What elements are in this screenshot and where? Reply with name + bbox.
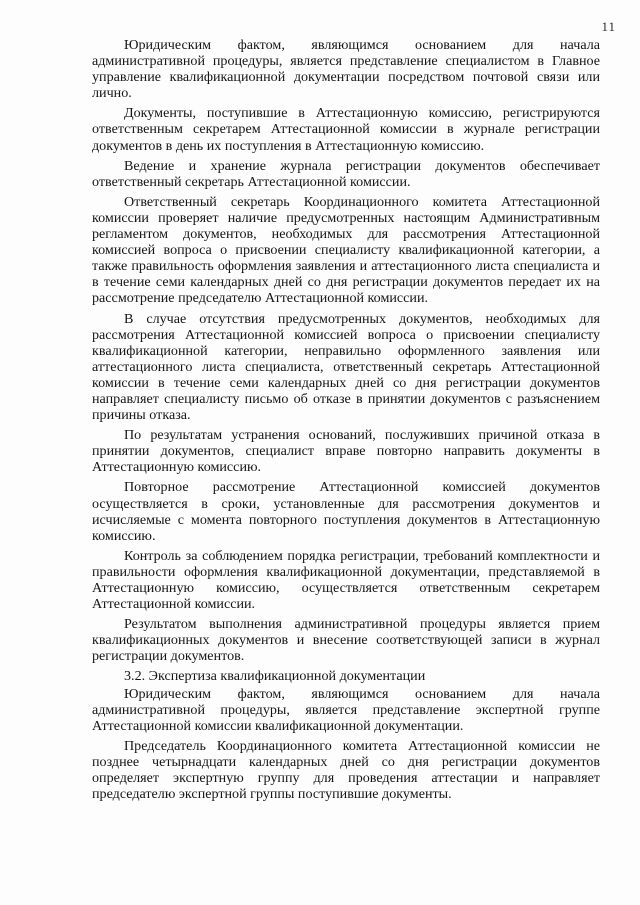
paragraph-9: Результатом выполнения административной процедуры является прием квалификационных документов и внесение соответствующей записи в журнал регистрации документов.	[92, 616, 600, 665]
page-number: 11	[601, 19, 616, 34]
paragraph-3: Ведение и хранение журнала регистрации документов обеспечивает ответственный секретарь Аттестационной комиссии.	[92, 157, 600, 190]
section-paragraph-2: Председатель Координационного комитета Аттестационной комиссии не позднее четырнадцати календарных дней со дня регистрации документов определяет экспертную группу для проведения аттестации и направляет председателю экспертной группы поступившие документы.	[92, 737, 600, 803]
paragraph-6: По результатам устранения оснований, послуживших причиной отказа в принятии документов, специалист вправе повторно направить документы в Аттестационную комиссию.	[92, 427, 600, 476]
paragraph-7: Повторное рассмотрение Аттестационной комиссией документов осуществляется в сроки, установленные для рассмотрения документов и исчисляемые с момента повторного поступления документов в Аттестационную комиссию.	[92, 479, 600, 544]
section-heading: 3.2. Экспертиза квалификационной документации	[124, 668, 426, 685]
paragraph-2: Документы, поступившие в Аттестационную комиссию, регистрируются ответственным секретарем Аттестационной комиссии в журнале регистрации документов в день их поступления в Аттестационную комиссию.	[92, 105, 600, 154]
document-body	[92, 37, 600, 806]
paragraph-8: Контроль за соблюдением порядка регистрации, требований комплектности и правильности оформления квалификационной документации, представляемой в Аттестационную комиссию, осуществляется ответственным секретарем Аттестационной комиссии.	[92, 547, 600, 613]
paragraph-5: В случае отсутствия предусмотренных документов, необходимых для рассмотрения Аттестационной комиссией вопроса о присвоении специалисту квалификационной категории, неправильно оформленного заявления или аттестационного листа специалиста, ответственный секретарь Аттестационной комиссии в течение семи календарных дней со дня регистрации документов направляет специалисту письмо об отказе в принятии документов с разъяснением причины отказа.	[92, 310, 600, 424]
paragraph-1: Юридическим фактом, являющимся основанием для начала административной процедуры, является представление специалистом в Главное управление квалификационной документации посредством почтовой связи или лично.	[92, 37, 600, 102]
section-paragraph-1: Юридическим фактом, являющимся основанием для начала административной процедуры, является представление экспертной группе Аттестационной комиссии квалификационной документации.	[92, 685, 600, 734]
paragraph-4: Ответственный секретарь Координационного комитета Аттестационной комиссии проверяет наличие предусмотренных настоящим Административным регламентом документов, необходимых для рассмотрения Аттестационной комиссией вопроса о присвоении специалисту квалификационной категории, а также правильность оформления заявления и аттестационного листа специалиста и в течение семи календарных дней со дня регистрации документов передает их на рассмотрение председателю Аттестационной комиссии.	[92, 193, 600, 307]
